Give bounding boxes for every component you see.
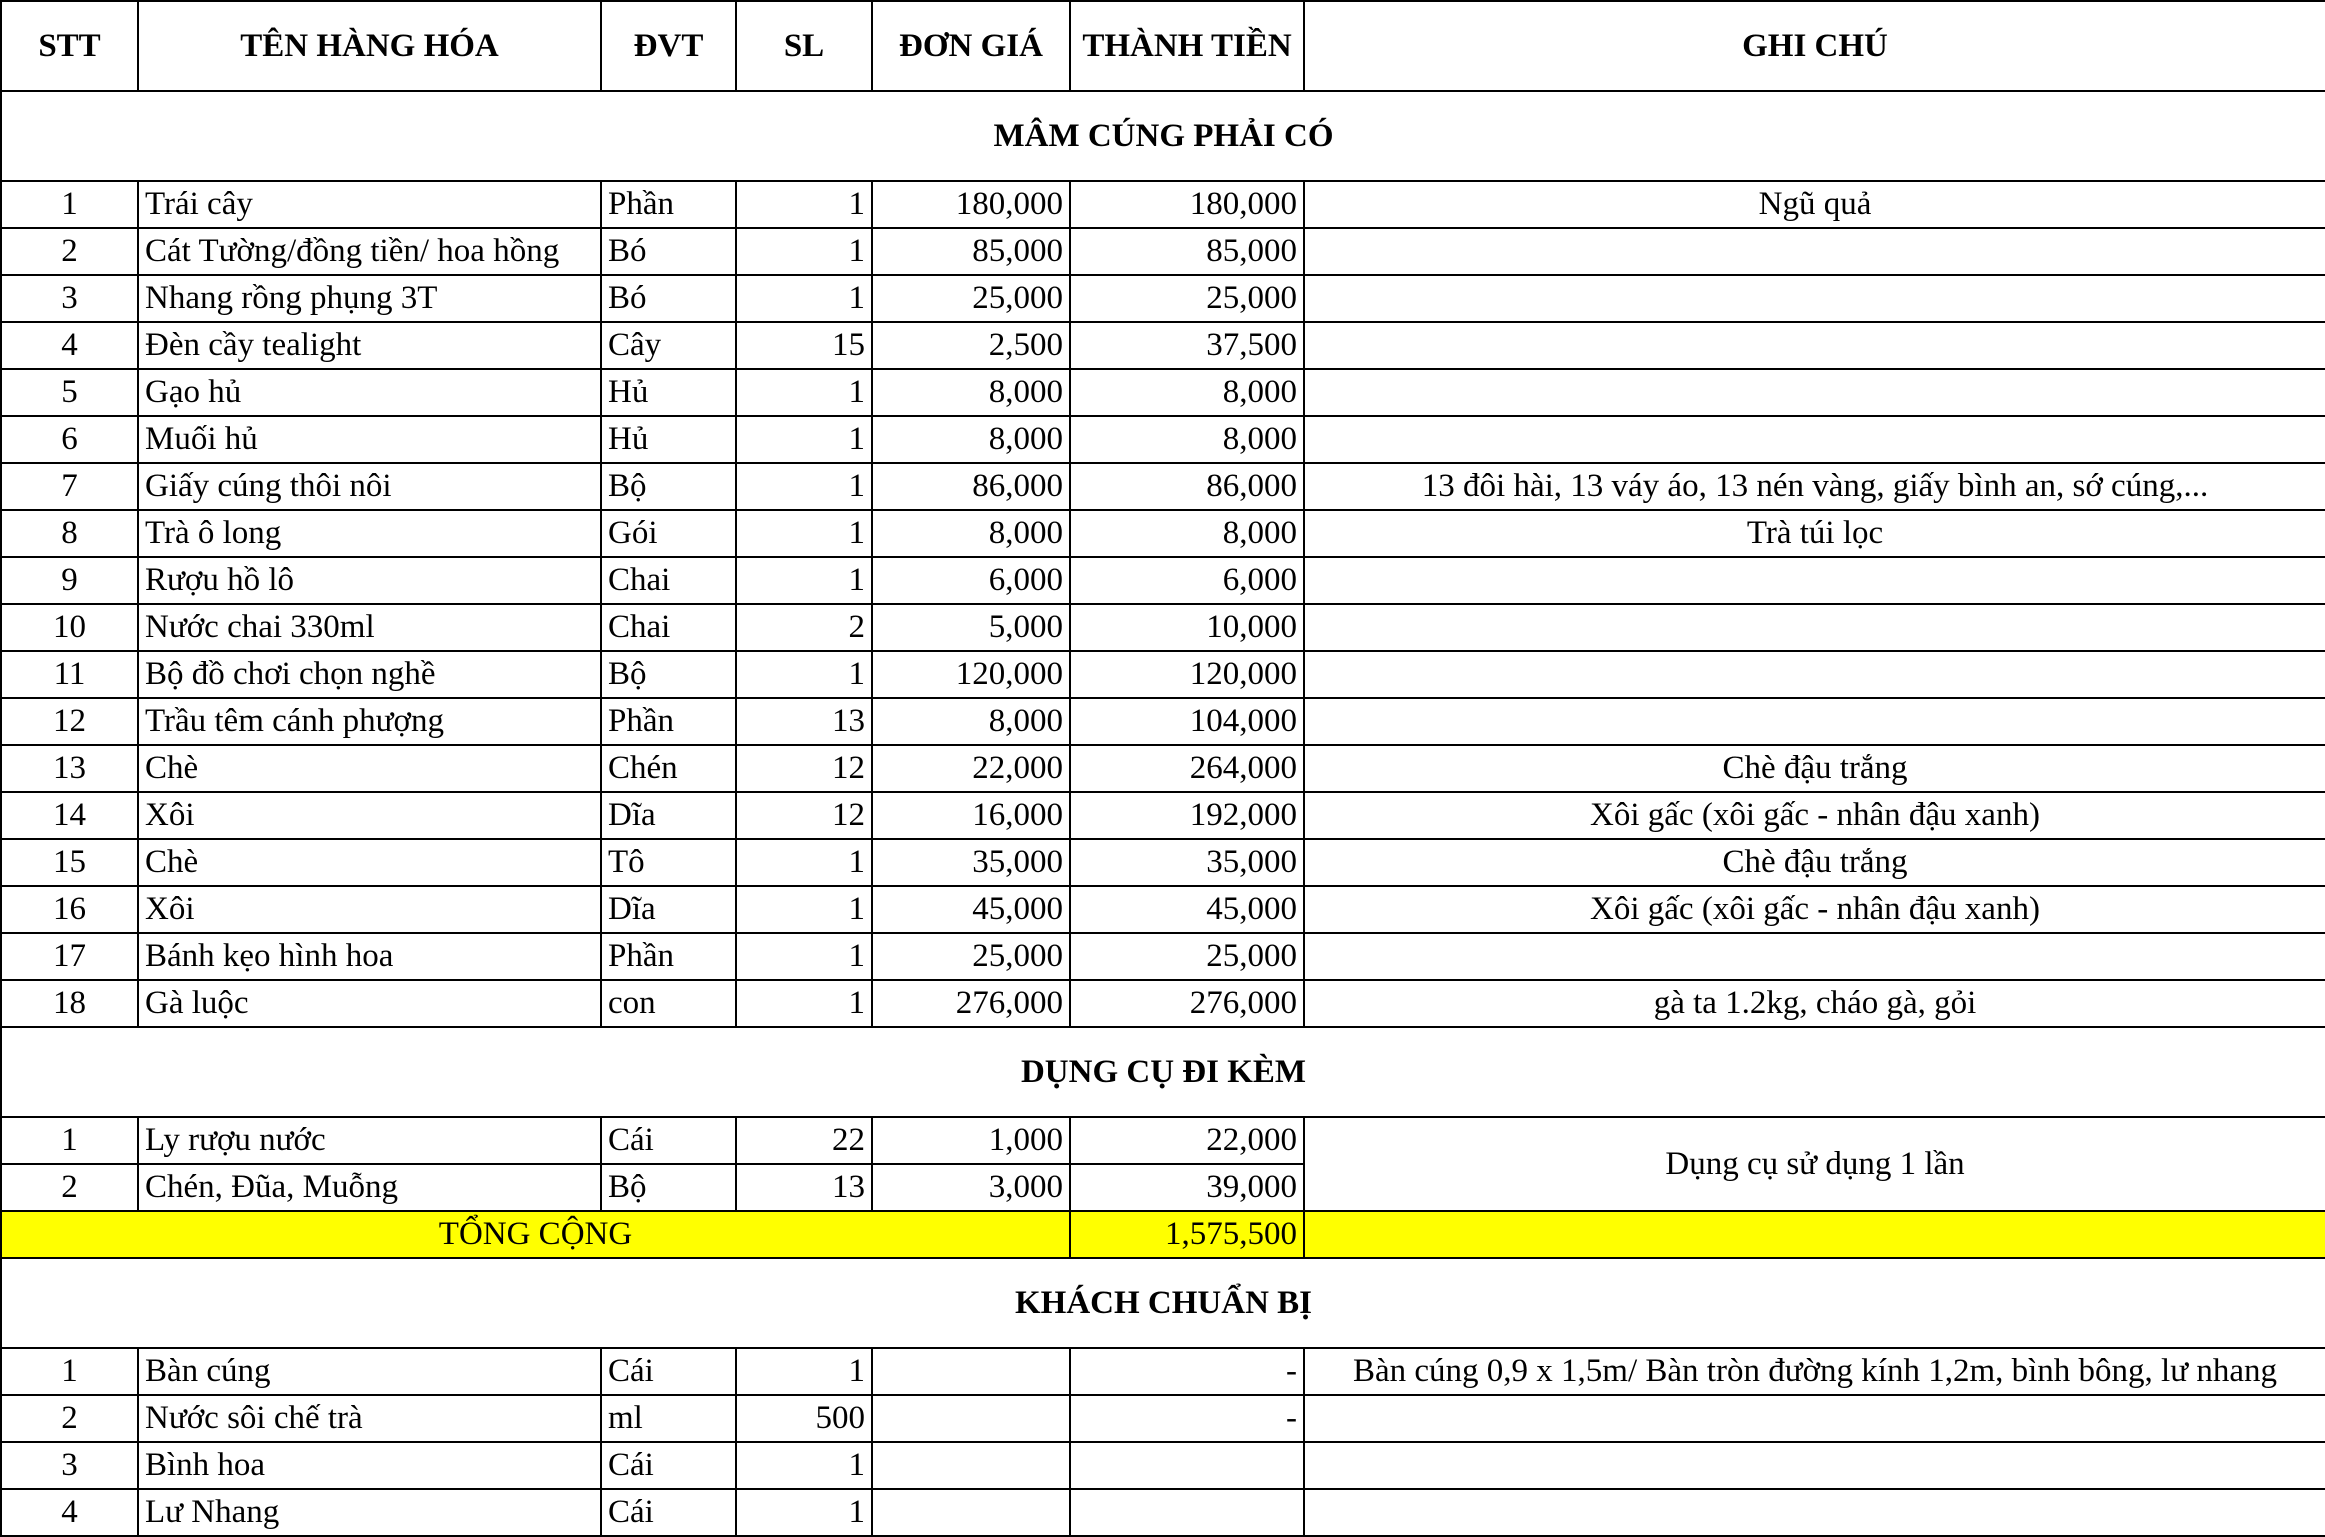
row-unit-price: 25,000 bbox=[872, 275, 1070, 322]
table-row bbox=[1, 463, 2325, 510]
row-unit-price: 45,000 bbox=[872, 886, 1070, 933]
row-unit: Bộ bbox=[601, 1164, 736, 1211]
row-unit: Dĩa bbox=[601, 886, 736, 933]
row-unit: Cái bbox=[601, 1117, 736, 1164]
row-unit-price: 276,000 bbox=[872, 980, 1070, 1027]
row-item-name: Trà ô long bbox=[138, 510, 601, 557]
table-row bbox=[1, 1442, 2325, 1489]
table-row bbox=[1, 369, 2325, 416]
table-row bbox=[1, 604, 2325, 651]
row-stt: 16 bbox=[1, 886, 138, 933]
header-name: TÊN HÀNG HÓA bbox=[138, 1, 601, 91]
row-note bbox=[1304, 651, 2325, 698]
section-title: KHÁCH CHUẨN BỊ bbox=[1, 1258, 2325, 1348]
row-qty: 13 bbox=[736, 1164, 872, 1211]
row-stt: 3 bbox=[1, 275, 138, 322]
row-item-name: Cát Tường/đồng tiền/ hoa hồng bbox=[138, 228, 601, 275]
table-row bbox=[1, 980, 2325, 1027]
row-stt: 4 bbox=[1, 1489, 138, 1536]
total-row bbox=[1, 1211, 2325, 1258]
row-unit: Chai bbox=[601, 604, 736, 651]
row-qty: 22 bbox=[736, 1117, 872, 1164]
row-amount: 25,000 bbox=[1070, 275, 1304, 322]
row-note bbox=[1304, 275, 2325, 322]
row-qty: 1 bbox=[736, 1442, 872, 1489]
table-row bbox=[1, 933, 2325, 980]
header-stt: STT bbox=[1, 1, 138, 91]
row-note: Bàn cúng 0,9 x 1,5m/ Bàn tròn đường kính 1,2m, bình bông, lư nhang bbox=[1304, 1348, 2325, 1395]
section-title: DỤNG CỤ ĐI KÈM bbox=[1, 1027, 2325, 1117]
row-unit-price: 8,000 bbox=[872, 698, 1070, 745]
row-note bbox=[1304, 369, 2325, 416]
table-row bbox=[1, 886, 2325, 933]
row-item-name: Nước sôi chế trà bbox=[138, 1395, 601, 1442]
table-row bbox=[1, 745, 2325, 792]
row-qty: 1 bbox=[736, 651, 872, 698]
row-qty: 2 bbox=[736, 604, 872, 651]
row-unit: Phần bbox=[601, 698, 736, 745]
table-body bbox=[1, 91, 2325, 1536]
table-row bbox=[1, 322, 2325, 369]
row-unit-price: 86,000 bbox=[872, 463, 1070, 510]
row-stt: 15 bbox=[1, 839, 138, 886]
table-row bbox=[1, 792, 2325, 839]
header-unit: ĐVT bbox=[601, 1, 736, 91]
row-note bbox=[1304, 228, 2325, 275]
row-unit: Cái bbox=[601, 1489, 736, 1536]
row-unit-price: 16,000 bbox=[872, 792, 1070, 839]
row-note: Trà túi lọc bbox=[1304, 510, 2325, 557]
row-stt: 6 bbox=[1, 416, 138, 463]
row-unit: Cái bbox=[601, 1442, 736, 1489]
row-stt: 1 bbox=[1, 1117, 138, 1164]
header-note: GHI CHÚ bbox=[1304, 1, 2325, 91]
row-amount: 180,000 bbox=[1070, 181, 1304, 228]
row-unit: Bó bbox=[601, 228, 736, 275]
row-qty: 1 bbox=[736, 275, 872, 322]
row-stt: 10 bbox=[1, 604, 138, 651]
header-amount: THÀNH TIỀN bbox=[1070, 1, 1304, 91]
row-note: Ngũ quả bbox=[1304, 181, 2325, 228]
row-qty: 1 bbox=[736, 980, 872, 1027]
row-unit-price bbox=[872, 1442, 1070, 1489]
row-item-name: Giấy cúng thôi nôi bbox=[138, 463, 601, 510]
row-note bbox=[1304, 1395, 2325, 1442]
row-unit-price: 180,000 bbox=[872, 181, 1070, 228]
row-note bbox=[1304, 933, 2325, 980]
row-unit-price: 22,000 bbox=[872, 745, 1070, 792]
row-amount: 37,500 bbox=[1070, 322, 1304, 369]
table-row bbox=[1, 1348, 2325, 1395]
row-unit-price bbox=[872, 1395, 1070, 1442]
row-note: 13 đôi hài, 13 váy áo, 13 nén vàng, giấy bình an, sớ cúng,... bbox=[1304, 463, 2325, 510]
row-item-name: Xôi bbox=[138, 792, 601, 839]
row-stt: 3 bbox=[1, 1442, 138, 1489]
row-unit: Bó bbox=[601, 275, 736, 322]
row-stt: 9 bbox=[1, 557, 138, 604]
row-unit: Bộ bbox=[601, 651, 736, 698]
section-header bbox=[1, 1027, 2325, 1117]
row-item-name: Chè bbox=[138, 745, 601, 792]
row-stt: 7 bbox=[1, 463, 138, 510]
row-amount: 192,000 bbox=[1070, 792, 1304, 839]
row-qty: 1 bbox=[736, 1348, 872, 1395]
row-item-name: Trái cây bbox=[138, 181, 601, 228]
row-item-name: Muối hủ bbox=[138, 416, 601, 463]
table-row bbox=[1, 651, 2325, 698]
row-unit: Cái bbox=[601, 1348, 736, 1395]
row-qty: 500 bbox=[736, 1395, 872, 1442]
row-amount: 85,000 bbox=[1070, 228, 1304, 275]
row-qty: 1 bbox=[736, 510, 872, 557]
table-row bbox=[1, 416, 2325, 463]
row-item-name: Nhang rồng phụng 3T bbox=[138, 275, 601, 322]
row-unit-price: 3,000 bbox=[872, 1164, 1070, 1211]
row-stt: 1 bbox=[1, 181, 138, 228]
row-qty: 15 bbox=[736, 322, 872, 369]
row-item-name: Trầu têm cánh phượng bbox=[138, 698, 601, 745]
row-qty: 1 bbox=[736, 463, 872, 510]
row-note bbox=[1304, 1442, 2325, 1489]
row-note: gà ta 1.2kg, cháo gà, gỏi bbox=[1304, 980, 2325, 1027]
row-unit: Phần bbox=[601, 933, 736, 980]
row-amount: 104,000 bbox=[1070, 698, 1304, 745]
row-unit-price bbox=[872, 1489, 1070, 1536]
header-qty: SL bbox=[736, 1, 872, 91]
row-note: Xôi gấc (xôi gấc - nhân đậu xanh) bbox=[1304, 886, 2325, 933]
row-note bbox=[1304, 698, 2325, 745]
table-row bbox=[1, 1395, 2325, 1442]
row-stt: 13 bbox=[1, 745, 138, 792]
row-unit-price: 6,000 bbox=[872, 557, 1070, 604]
row-unit-price: 85,000 bbox=[872, 228, 1070, 275]
row-unit: con bbox=[601, 980, 736, 1027]
table-row bbox=[1, 275, 2325, 322]
row-amount: 39,000 bbox=[1070, 1164, 1304, 1211]
row-unit-price: 5,000 bbox=[872, 604, 1070, 651]
row-unit-price: 8,000 bbox=[872, 369, 1070, 416]
row-unit: Gói bbox=[601, 510, 736, 557]
row-stt: 17 bbox=[1, 933, 138, 980]
table-row bbox=[1, 698, 2325, 745]
table-row bbox=[1, 510, 2325, 557]
row-stt: 12 bbox=[1, 698, 138, 745]
header-row bbox=[1, 1, 2325, 91]
row-qty: 12 bbox=[736, 745, 872, 792]
row-item-name: Bình hoa bbox=[138, 1442, 601, 1489]
row-unit: Hủ bbox=[601, 369, 736, 416]
row-item-name: Gạo hủ bbox=[138, 369, 601, 416]
table-row bbox=[1, 839, 2325, 886]
table-row bbox=[1, 1117, 2325, 1164]
row-stt: 14 bbox=[1, 792, 138, 839]
row-amount: 45,000 bbox=[1070, 886, 1304, 933]
row-unit: Bộ bbox=[601, 463, 736, 510]
row-amount: 86,000 bbox=[1070, 463, 1304, 510]
row-amount: 120,000 bbox=[1070, 651, 1304, 698]
row-item-name: Bánh kẹo hình hoa bbox=[138, 933, 601, 980]
row-qty: 1 bbox=[736, 1489, 872, 1536]
row-item-name: Chén, Đũa, Muỗng bbox=[138, 1164, 601, 1211]
row-unit-price: 8,000 bbox=[872, 510, 1070, 557]
row-item-name: Bộ đồ chơi chọn nghề bbox=[138, 651, 601, 698]
row-qty: 1 bbox=[736, 228, 872, 275]
row-amount: - bbox=[1070, 1395, 1304, 1442]
row-item-name: Bàn cúng bbox=[138, 1348, 601, 1395]
row-note bbox=[1304, 322, 2325, 369]
row-qty: 1 bbox=[736, 557, 872, 604]
row-unit-price: 8,000 bbox=[872, 416, 1070, 463]
row-amount: 8,000 bbox=[1070, 416, 1304, 463]
row-amount bbox=[1070, 1442, 1304, 1489]
row-note bbox=[1304, 1489, 2325, 1536]
row-qty: 12 bbox=[736, 792, 872, 839]
row-amount: 276,000 bbox=[1070, 980, 1304, 1027]
row-unit: Tô bbox=[601, 839, 736, 886]
row-unit: Chai bbox=[601, 557, 736, 604]
section-title: MÂM CÚNG PHẢI CÓ bbox=[1, 91, 2325, 181]
row-item-name: Gà luộc bbox=[138, 980, 601, 1027]
row-note bbox=[1304, 416, 2325, 463]
row-stt: 4 bbox=[1, 322, 138, 369]
row-item-name: Nước chai 330ml bbox=[138, 604, 601, 651]
row-unit: ml bbox=[601, 1395, 736, 1442]
row-stt: 2 bbox=[1, 228, 138, 275]
table-row bbox=[1, 181, 2325, 228]
total-label: TỔNG CỘNG bbox=[1, 1211, 1070, 1258]
total-amount: 1,575,500 bbox=[1070, 1211, 1304, 1258]
row-stt: 2 bbox=[1, 1395, 138, 1442]
row-qty: 1 bbox=[736, 181, 872, 228]
row-note: Chè đậu trắng bbox=[1304, 745, 2325, 792]
row-item-name: Xôi bbox=[138, 886, 601, 933]
row-note bbox=[1304, 557, 2325, 604]
table-row bbox=[1, 557, 2325, 604]
row-amount: 6,000 bbox=[1070, 557, 1304, 604]
row-note: Xôi gấc (xôi gấc - nhân đậu xanh) bbox=[1304, 792, 2325, 839]
row-stt: 2 bbox=[1, 1164, 138, 1211]
row-unit: Dĩa bbox=[601, 792, 736, 839]
row-unit: Chén bbox=[601, 745, 736, 792]
row-item-name: Chè bbox=[138, 839, 601, 886]
row-amount: 35,000 bbox=[1070, 839, 1304, 886]
row-unit-price: 25,000 bbox=[872, 933, 1070, 980]
row-amount: 8,000 bbox=[1070, 369, 1304, 416]
row-item-name: Ly rượu nước bbox=[138, 1117, 601, 1164]
row-unit-price: 2,500 bbox=[872, 322, 1070, 369]
row-unit-price bbox=[872, 1348, 1070, 1395]
table-row bbox=[1, 1489, 2325, 1536]
row-note: Chè đậu trắng bbox=[1304, 839, 2325, 886]
row-item-name: Đèn cầy tealight bbox=[138, 322, 601, 369]
section-header bbox=[1, 91, 2325, 181]
row-qty: 1 bbox=[736, 369, 872, 416]
section-header bbox=[1, 1258, 2325, 1348]
row-unit-price: 120,000 bbox=[872, 651, 1070, 698]
row-amount: 264,000 bbox=[1070, 745, 1304, 792]
row-note bbox=[1304, 604, 2325, 651]
row-amount: 25,000 bbox=[1070, 933, 1304, 980]
row-stt: 5 bbox=[1, 369, 138, 416]
row-unit-price: 1,000 bbox=[872, 1117, 1070, 1164]
row-stt: 8 bbox=[1, 510, 138, 557]
header-price: ĐƠN GIÁ bbox=[872, 1, 1070, 91]
row-unit: Hủ bbox=[601, 416, 736, 463]
row-unit: Cây bbox=[601, 322, 736, 369]
row-amount: 22,000 bbox=[1070, 1117, 1304, 1164]
row-qty: 1 bbox=[736, 933, 872, 980]
row-unit: Phần bbox=[601, 181, 736, 228]
row-qty: 1 bbox=[736, 416, 872, 463]
row-amount: 8,000 bbox=[1070, 510, 1304, 557]
row-stt: 1 bbox=[1, 1348, 138, 1395]
total-note bbox=[1304, 1211, 2325, 1258]
row-item-name: Lư Nhang bbox=[138, 1489, 601, 1536]
row-item-name: Rượu hồ lô bbox=[138, 557, 601, 604]
table-row bbox=[1, 228, 2325, 275]
row-stt: 11 bbox=[1, 651, 138, 698]
merged-note: Dụng cụ sử dụng 1 lần bbox=[1304, 1117, 2325, 1211]
row-unit-price: 35,000 bbox=[872, 839, 1070, 886]
row-qty: 13 bbox=[736, 698, 872, 745]
row-stt: 18 bbox=[1, 980, 138, 1027]
row-qty: 1 bbox=[736, 839, 872, 886]
row-amount bbox=[1070, 1489, 1304, 1536]
row-amount: 10,000 bbox=[1070, 604, 1304, 651]
row-qty: 1 bbox=[736, 886, 872, 933]
row-amount: - bbox=[1070, 1348, 1304, 1395]
